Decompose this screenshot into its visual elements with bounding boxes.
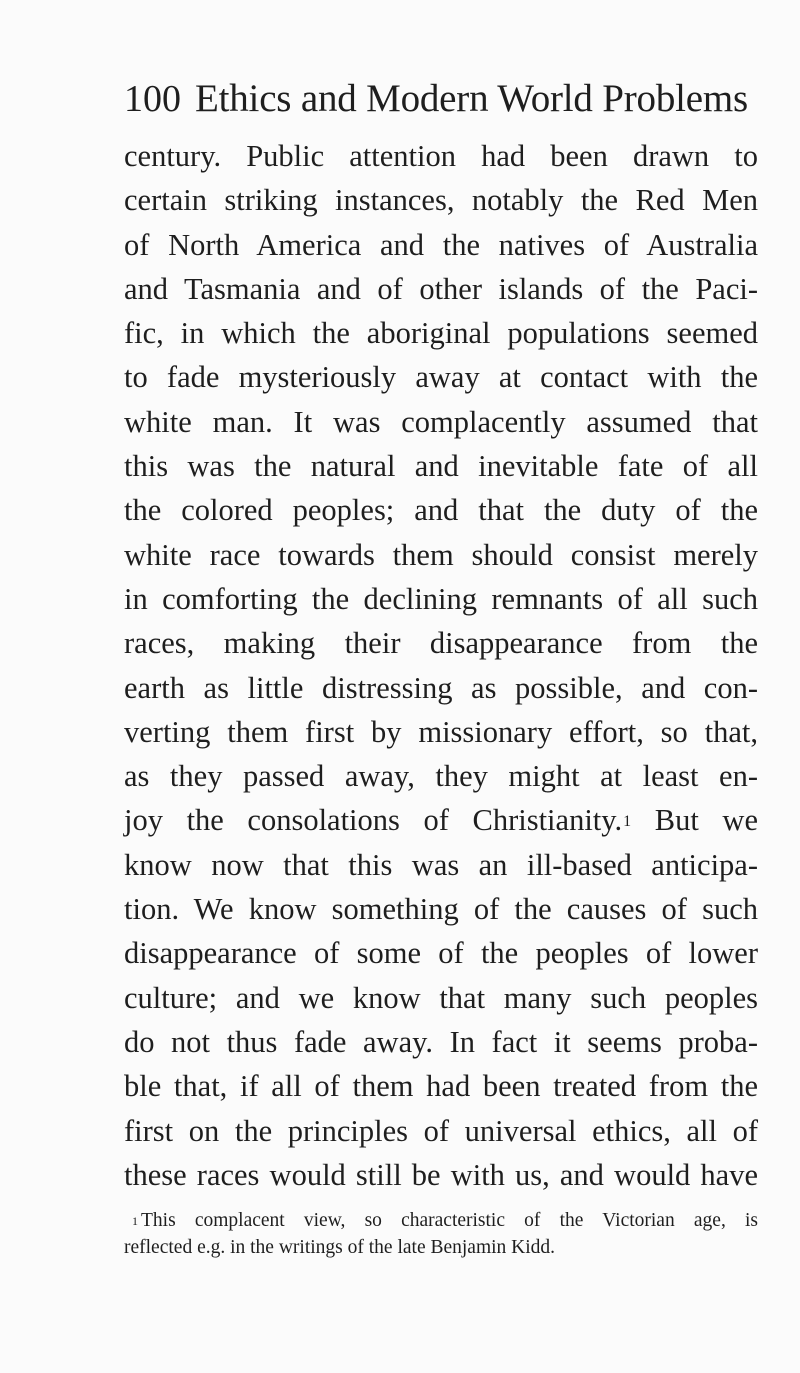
text-line: do not thus fade away. In fact it seems proba- [124, 1024, 758, 1059]
text-segment: But we [654, 803, 758, 838]
text-line: of North America and the natives of Australia [124, 227, 758, 262]
text-line-with-footnote [124, 798, 758, 842]
footnote-line [124, 1207, 758, 1234]
text-line: know now that this was an ill-based anticipa- [124, 847, 758, 882]
text-line: as they passed away, they might at least en- [124, 759, 758, 794]
text-line: first on the principles of universal ethics, all of [124, 1113, 758, 1148]
text-line: races, making their disappearance from the [124, 626, 758, 661]
body-text [124, 134, 758, 1197]
text-line: certain striking instances, notably the Red Men [124, 183, 758, 218]
text-line: fic, in which the aboriginal populations seemed [124, 316, 758, 351]
footnote-line: reflected e.g. in the writings of the late Benjamin Kidd. [124, 1237, 556, 1259]
page-header [124, 74, 758, 124]
text-line: ble that, if all of them had been treated from the [124, 1069, 758, 1104]
footnote-marker: 1 [132, 1214, 138, 1229]
text-line: disappearance of some of the peoples of lower [124, 936, 758, 971]
text-line: white man. It was complacently assumed that [124, 404, 758, 439]
text-line: this was the natural and inevitable fate of all [124, 449, 758, 484]
text-segment: joy the consolations of Christianity. [124, 803, 623, 838]
text-line: these races would still be with us, and would have [124, 1157, 758, 1192]
book-page [124, 74, 758, 1261]
text-line: and Tasmania and of other islands of the Paci- [124, 271, 758, 306]
text-line: earth as little distressing as possible, and con- [124, 670, 758, 705]
text-line: in comforting the declining remnants of all such [124, 581, 758, 616]
footnote-reference: 1 [623, 813, 632, 831]
running-title: Ethics and Modern World Problems [195, 77, 749, 120]
page-number: 100 [124, 78, 181, 120]
footnote [124, 1207, 758, 1261]
text-line: the colored peoples; and that the duty of the [124, 493, 758, 528]
text-line: to fade mysteriously away at contact with the [124, 360, 758, 395]
text-line: tion. We know something of the causes of such [124, 892, 758, 927]
text-line: white race towards them should consist merely [124, 537, 758, 572]
text-line: culture; and we know that many such peoples [124, 980, 758, 1015]
text-line: century. Public attention had been drawn to [124, 139, 758, 173]
text-line: verting them first by missionary effort, so that, [124, 714, 758, 749]
footnote-text: This complacent view, so characteristic of the Victorian age, is [141, 1210, 758, 1232]
